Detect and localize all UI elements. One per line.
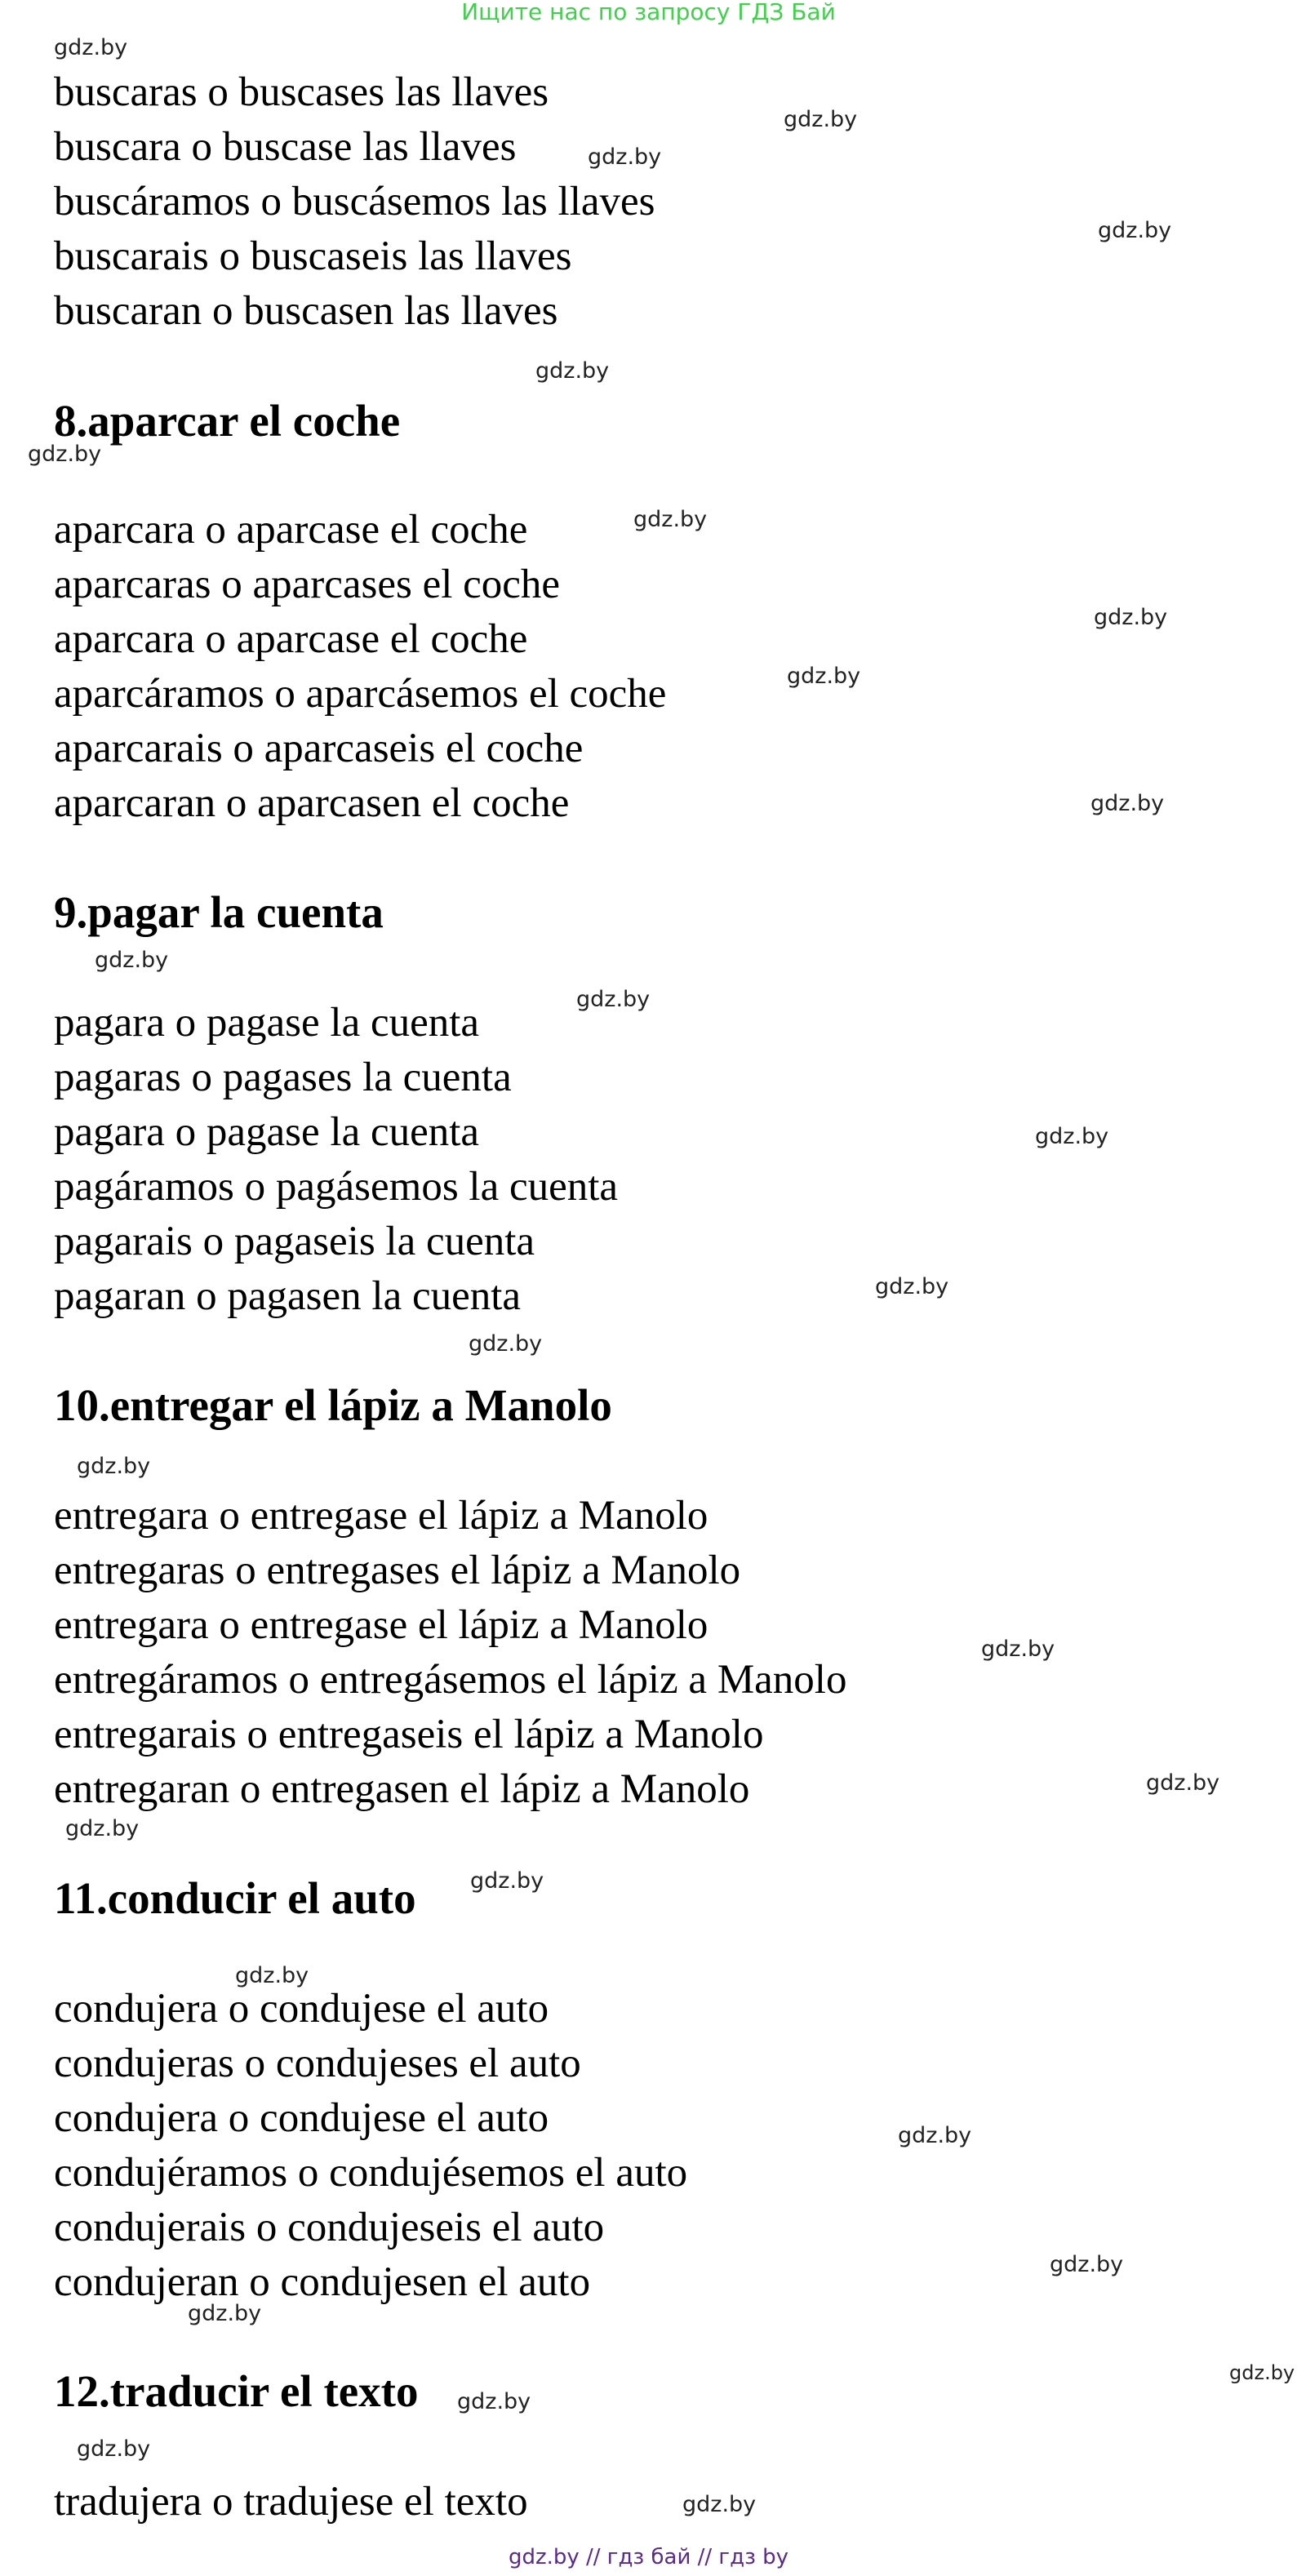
- conjugation-line: entregaran o entregasen el lápiz a Manolo: [54, 1766, 750, 1812]
- watermark: gdz.by: [95, 948, 169, 973]
- watermark: gdz.by: [981, 1637, 1055, 1662]
- conjugation-line: entregarais o entregaseis el lápiz a Manolo: [54, 1712, 764, 1757]
- watermark: gdz.by: [1035, 1124, 1109, 1149]
- conjugation-line: entregara o entregase el lápiz a Manolo: [54, 1493, 708, 1539]
- conjugation-line: aparcara o aparcase el coche: [54, 616, 528, 662]
- watermark: gdz.by: [469, 1331, 543, 1357]
- watermark: gdz.by: [235, 1963, 309, 1988]
- exercise-heading: 11.conducir el auto: [54, 1873, 416, 1923]
- conjugation-line: condujéramos o condujésemos el auto: [54, 2150, 688, 2196]
- continuation-line: buscara o buscase las llaves: [54, 124, 517, 170]
- conjugation-line: aparcáramos o aparcásemos el coche: [54, 671, 667, 717]
- conjugation-line: condujera o condujese el auto: [54, 1986, 549, 2032]
- watermark: gdz.by: [28, 442, 102, 467]
- watermark: gdz.by: [77, 1454, 151, 1479]
- watermark: gdz.by: [787, 664, 861, 689]
- watermark: gdz.by: [457, 2389, 531, 2414]
- watermark: gdz.by: [898, 2123, 972, 2148]
- conjugation-line: condujerais o condujeseis el auto: [54, 2205, 605, 2250]
- conjugation-line: pagarais o pagaseis la cuenta: [54, 1219, 535, 1264]
- conjugation-line: aparcarais o aparcaseis el coche: [54, 726, 584, 771]
- continuation-line: buscaran o buscasen las llaves: [54, 288, 558, 334]
- watermark: gdz.by: [1098, 218, 1172, 243]
- watermark: gdz.by: [77, 2436, 151, 2462]
- exercise-heading: 8.aparcar el coche: [54, 396, 401, 446]
- conjugation-line: entregáramos o entregásemos el lápiz a Manolo: [54, 1657, 847, 1703]
- exercise-heading: 9.pagar la cuenta: [54, 887, 384, 937]
- watermark: gdz.by: [1229, 2361, 1295, 2384]
- conjugation-line: aparcara o aparcase el coche: [54, 507, 528, 553]
- watermark: gdz.by: [54, 35, 128, 60]
- conjugation-line: pagara o pagase la cuenta: [54, 1109, 480, 1155]
- watermark: gdz.by: [1146, 1770, 1220, 1796]
- conjugation-line: entregara o entregase el lápiz a Manolo: [54, 1602, 708, 1648]
- continuation-line: buscáramos o buscásemos las llaves: [54, 179, 655, 224]
- conjugation-line: aparcaran o aparcasen el coche: [54, 780, 570, 826]
- watermark: gdz.by: [1094, 605, 1168, 630]
- watermark: gdz.by: [1050, 2252, 1124, 2277]
- watermark: gdz.by: [65, 1816, 140, 1841]
- exercise-heading: 10.entregar el lápiz a Manolo: [54, 1380, 612, 1430]
- watermark: gdz.by: [875, 1274, 949, 1299]
- footer-links: gdz.by // гдз бай // гдз by: [508, 2545, 789, 2569]
- watermark: gdz.by: [188, 2301, 262, 2326]
- watermark: gdz.by: [784, 107, 858, 132]
- watermark: gdz.by: [588, 144, 662, 170]
- conjugation-line: entregaras o entregases el lápiz a Manolo: [54, 1548, 741, 1593]
- exercise-heading: 12.traducir el texto: [54, 2366, 419, 2416]
- watermark: gdz.by: [535, 358, 610, 384]
- continuation-line: buscarais o buscaseis las llaves: [54, 233, 572, 279]
- watermark: gdz.by: [470, 1868, 544, 1894]
- conjugation-line: pagáramos o pagásemos la cuenta: [54, 1164, 619, 1210]
- watermark: gdz.by: [576, 987, 651, 1012]
- conjugation-line: condujera o condujese el auto: [54, 2095, 549, 2141]
- conjugation-line: tradujera o tradujese el texto: [54, 2479, 528, 2525]
- conjugation-line: pagara o pagase la cuenta: [54, 1000, 480, 1046]
- conjugation-line: condujeran o condujesen el auto: [54, 2259, 591, 2305]
- conjugation-line: aparcaras o aparcases el coche: [54, 562, 561, 607]
- watermark: gdz.by: [1090, 791, 1165, 816]
- watermark: gdz.by: [682, 2492, 757, 2517]
- conjugation-line: condujeras o condujeses el auto: [54, 2041, 581, 2086]
- search-hint-banner: Ищите нас по запросу ГДЗ Бай: [461, 0, 836, 25]
- conjugation-line: pagaran o pagasen la cuenta: [54, 1273, 522, 1319]
- continuation-line: buscaras o buscases las llaves: [54, 69, 549, 115]
- watermark: gdz.by: [633, 507, 708, 532]
- conjugation-line: pagaras o pagases la cuenta: [54, 1055, 512, 1100]
